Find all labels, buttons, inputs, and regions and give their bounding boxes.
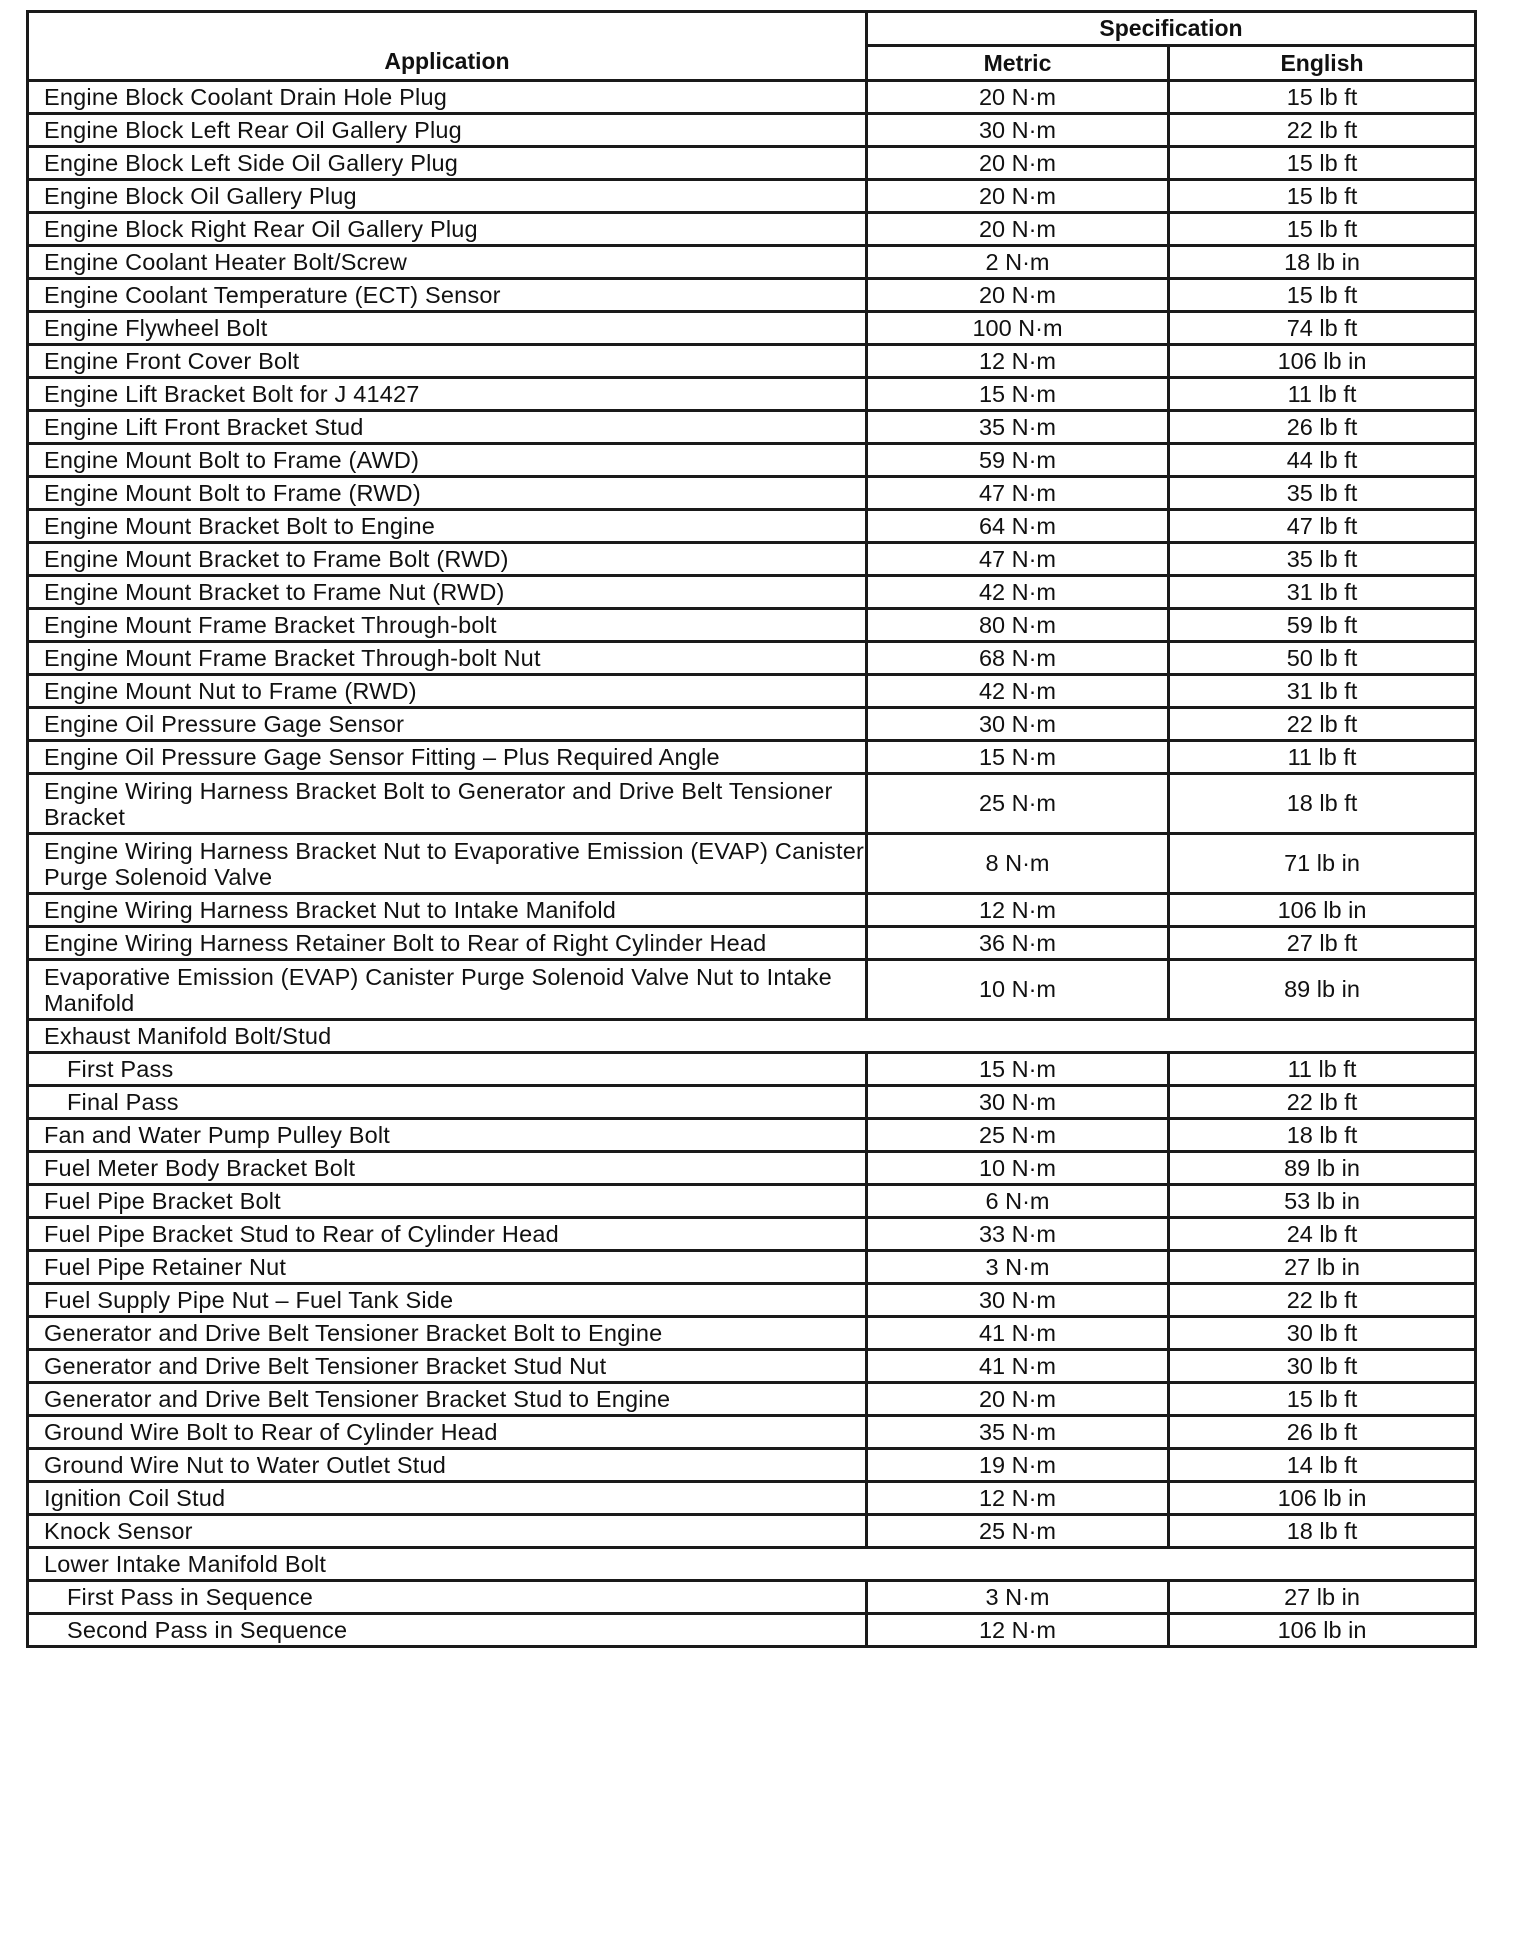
metric-cell: 30 N·m	[867, 1284, 1169, 1317]
application-cell: Engine Wiring Harness Bracket Bolt to Generator and Drive Belt Tensioner Bracket	[28, 774, 867, 834]
application-cell: Engine Wiring Harness Retainer Bolt to Rear of Right Cylinder Head	[28, 927, 867, 960]
english-cell: 14 lb ft	[1169, 1449, 1476, 1482]
table-row	[28, 1284, 1476, 1317]
metric-cell: 20 N·m	[867, 1383, 1169, 1416]
table-row	[28, 1119, 1476, 1152]
metric-cell: 47 N·m	[867, 543, 1169, 576]
application-cell: Generator and Drive Belt Tensioner Bracket Stud to Engine	[28, 1383, 867, 1416]
english-cell: 53 lb in	[1169, 1185, 1476, 1218]
table-row	[28, 378, 1476, 411]
table-row	[28, 774, 1476, 834]
application-cell: Engine Coolant Temperature (ECT) Sensor	[28, 279, 867, 312]
english-cell: 71 lb in	[1169, 834, 1476, 894]
header-row-1	[28, 12, 1476, 46]
english-cell: 27 lb ft	[1169, 927, 1476, 960]
table-row	[28, 1251, 1476, 1284]
metric-cell: 20 N·m	[867, 213, 1169, 246]
application-cell: Engine Mount Bracket Bolt to Engine	[28, 510, 867, 543]
table-row	[28, 345, 1476, 378]
application-cell: Fuel Meter Body Bracket Bolt	[28, 1152, 867, 1185]
table-row	[28, 1416, 1476, 1449]
table-row	[28, 1152, 1476, 1185]
application-cell: Generator and Drive Belt Tensioner Bracket Stud Nut	[28, 1350, 867, 1383]
english-cell: 15 lb ft	[1169, 213, 1476, 246]
metric-cell: 3 N·m	[867, 1251, 1169, 1284]
table-row	[28, 708, 1476, 741]
metric-cell: 36 N·m	[867, 927, 1169, 960]
application-cell: Evaporative Emission (EVAP) Canister Purge Solenoid Valve Nut to Intake Manifold	[28, 960, 867, 1020]
metric-cell: 25 N·m	[867, 774, 1169, 834]
application-cell: Fuel Pipe Bracket Stud to Rear of Cylinder Head	[28, 1218, 867, 1251]
english-cell: 35 lb ft	[1169, 477, 1476, 510]
english-cell: 18 lb ft	[1169, 1119, 1476, 1152]
english-cell: 24 lb ft	[1169, 1218, 1476, 1251]
metric-cell: 80 N·m	[867, 609, 1169, 642]
english-cell: 15 lb ft	[1169, 279, 1476, 312]
application-cell: Engine Block Left Rear Oil Gallery Plug	[28, 114, 867, 147]
english-cell: 89 lb in	[1169, 960, 1476, 1020]
application-cell: Engine Wiring Harness Bracket Nut to Evaporative Emission (EVAP) Canister Purge Solenoid Valve	[28, 834, 867, 894]
application-cell: Engine Block Coolant Drain Hole Plug	[28, 81, 867, 114]
header-specification: Specification	[867, 12, 1476, 46]
group-row	[28, 1020, 1476, 1053]
torque-spec-table	[26, 10, 1477, 1648]
metric-cell: 12 N·m	[867, 1482, 1169, 1515]
header-english: English	[1169, 46, 1476, 81]
application-cell: Engine Mount Nut to Frame (RWD)	[28, 675, 867, 708]
english-cell: 27 lb in	[1169, 1581, 1476, 1614]
group-label: Lower Intake Manifold Bolt	[28, 1548, 1476, 1581]
table-row	[28, 1218, 1476, 1251]
application-cell: Engine Oil Pressure Gage Sensor	[28, 708, 867, 741]
application-cell: Fuel Pipe Retainer Nut	[28, 1251, 867, 1284]
table-row	[28, 114, 1476, 147]
metric-cell: 41 N·m	[867, 1317, 1169, 1350]
application-cell: Engine Mount Frame Bracket Through-bolt	[28, 609, 867, 642]
metric-cell: 8 N·m	[867, 834, 1169, 894]
application-cell: First Pass	[28, 1053, 867, 1086]
table-row	[28, 894, 1476, 927]
table-row	[28, 1614, 1476, 1647]
english-cell: 106 lb in	[1169, 345, 1476, 378]
group-row	[28, 1548, 1476, 1581]
application-cell: Fuel Pipe Bracket Bolt	[28, 1185, 867, 1218]
metric-cell: 47 N·m	[867, 477, 1169, 510]
metric-cell: 10 N·m	[867, 1152, 1169, 1185]
metric-cell: 42 N·m	[867, 675, 1169, 708]
application-cell: Engine Block Right Rear Oil Gallery Plug	[28, 213, 867, 246]
english-cell: 15 lb ft	[1169, 1383, 1476, 1416]
application-cell: Engine Mount Bolt to Frame (AWD)	[28, 444, 867, 477]
metric-cell: 41 N·m	[867, 1350, 1169, 1383]
english-cell: 18 lb ft	[1169, 1515, 1476, 1548]
header-application: Application	[28, 12, 867, 81]
metric-cell: 30 N·m	[867, 708, 1169, 741]
metric-cell: 15 N·m	[867, 741, 1169, 774]
application-cell: Second Pass in Sequence	[28, 1614, 867, 1647]
application-cell: Engine Oil Pressure Gage Sensor Fitting – Plus Required Angle	[28, 741, 867, 774]
table-row	[28, 576, 1476, 609]
table-row	[28, 81, 1476, 114]
metric-cell: 33 N·m	[867, 1218, 1169, 1251]
english-cell: 50 lb ft	[1169, 642, 1476, 675]
metric-cell: 6 N·m	[867, 1185, 1169, 1218]
english-cell: 31 lb ft	[1169, 675, 1476, 708]
table-row	[28, 609, 1476, 642]
metric-cell: 30 N·m	[867, 1086, 1169, 1119]
application-cell: Engine Mount Bracket to Frame Nut (RWD)	[28, 576, 867, 609]
table-row	[28, 213, 1476, 246]
table-row	[28, 1053, 1476, 1086]
table-row	[28, 1383, 1476, 1416]
english-cell: 89 lb in	[1169, 1152, 1476, 1185]
metric-cell: 100 N·m	[867, 312, 1169, 345]
table-row	[28, 543, 1476, 576]
application-cell: Engine Coolant Heater Bolt/Screw	[28, 246, 867, 279]
english-cell: 74 lb ft	[1169, 312, 1476, 345]
table-row	[28, 246, 1476, 279]
table-row	[28, 147, 1476, 180]
english-cell: 22 lb ft	[1169, 1086, 1476, 1119]
table-row	[28, 1086, 1476, 1119]
table-row	[28, 1449, 1476, 1482]
table-row	[28, 927, 1476, 960]
metric-cell: 10 N·m	[867, 960, 1169, 1020]
table-row	[28, 1515, 1476, 1548]
metric-cell: 15 N·m	[867, 378, 1169, 411]
application-cell: Engine Mount Frame Bracket Through-bolt Nut	[28, 642, 867, 675]
application-cell: Fan and Water Pump Pulley Bolt	[28, 1119, 867, 1152]
metric-cell: 42 N·m	[867, 576, 1169, 609]
table-body	[28, 81, 1476, 1647]
table-row	[28, 1185, 1476, 1218]
table-row	[28, 312, 1476, 345]
table-row	[28, 1581, 1476, 1614]
english-cell: 11 lb ft	[1169, 741, 1476, 774]
metric-cell: 59 N·m	[867, 444, 1169, 477]
application-cell: Ground Wire Bolt to Rear of Cylinder Head	[28, 1416, 867, 1449]
application-cell: Final Pass	[28, 1086, 867, 1119]
header-metric: Metric	[867, 46, 1169, 81]
metric-cell: 12 N·m	[867, 345, 1169, 378]
table-row	[28, 834, 1476, 894]
english-cell: 18 lb ft	[1169, 774, 1476, 834]
metric-cell: 3 N·m	[867, 1581, 1169, 1614]
english-cell: 26 lb ft	[1169, 411, 1476, 444]
table-row	[28, 741, 1476, 774]
english-cell: 30 lb ft	[1169, 1317, 1476, 1350]
application-cell: Ignition Coil Stud	[28, 1482, 867, 1515]
table-row	[28, 279, 1476, 312]
metric-cell: 12 N·m	[867, 1614, 1169, 1647]
english-cell: 15 lb ft	[1169, 180, 1476, 213]
table-row	[28, 477, 1476, 510]
english-cell: 30 lb ft	[1169, 1350, 1476, 1383]
group-label: Exhaust Manifold Bolt/Stud	[28, 1020, 1476, 1053]
metric-cell: 12 N·m	[867, 894, 1169, 927]
table-row	[28, 675, 1476, 708]
english-cell: 18 lb in	[1169, 246, 1476, 279]
english-cell: 22 lb ft	[1169, 114, 1476, 147]
metric-cell: 35 N·m	[867, 1416, 1169, 1449]
english-cell: 22 lb ft	[1169, 708, 1476, 741]
english-cell: 22 lb ft	[1169, 1284, 1476, 1317]
metric-cell: 15 N·m	[867, 1053, 1169, 1086]
application-cell: Knock Sensor	[28, 1515, 867, 1548]
metric-cell: 2 N·m	[867, 246, 1169, 279]
application-cell: Engine Block Left Side Oil Gallery Plug	[28, 147, 867, 180]
english-cell: 11 lb ft	[1169, 378, 1476, 411]
english-cell: 59 lb ft	[1169, 609, 1476, 642]
application-cell: Engine Mount Bracket to Frame Bolt (RWD)	[28, 543, 867, 576]
table-row	[28, 444, 1476, 477]
metric-cell: 20 N·m	[867, 279, 1169, 312]
application-cell: Engine Flywheel Bolt	[28, 312, 867, 345]
metric-cell: 30 N·m	[867, 114, 1169, 147]
english-cell: 15 lb ft	[1169, 147, 1476, 180]
application-cell: Engine Block Oil Gallery Plug	[28, 180, 867, 213]
table-row	[28, 1482, 1476, 1515]
application-cell: First Pass in Sequence	[28, 1581, 867, 1614]
application-cell: Fuel Supply Pipe Nut – Fuel Tank Side	[28, 1284, 867, 1317]
metric-cell: 20 N·m	[867, 147, 1169, 180]
english-cell: 35 lb ft	[1169, 543, 1476, 576]
metric-cell: 20 N·m	[867, 180, 1169, 213]
application-cell: Ground Wire Nut to Water Outlet Stud	[28, 1449, 867, 1482]
metric-cell: 20 N·m	[867, 81, 1169, 114]
metric-cell: 68 N·m	[867, 642, 1169, 675]
application-cell: Engine Lift Bracket Bolt for J 41427	[28, 378, 867, 411]
application-cell: Engine Front Cover Bolt	[28, 345, 867, 378]
english-cell: 11 lb ft	[1169, 1053, 1476, 1086]
table-row	[28, 180, 1476, 213]
english-cell: 26 lb ft	[1169, 1416, 1476, 1449]
table-row	[28, 1317, 1476, 1350]
metric-cell: 19 N·m	[867, 1449, 1169, 1482]
english-cell: 15 lb ft	[1169, 81, 1476, 114]
table-row	[28, 642, 1476, 675]
metric-cell: 64 N·m	[867, 510, 1169, 543]
table-row	[28, 411, 1476, 444]
english-cell: 31 lb ft	[1169, 576, 1476, 609]
english-cell: 27 lb in	[1169, 1251, 1476, 1284]
application-cell: Engine Mount Bolt to Frame (RWD)	[28, 477, 867, 510]
metric-cell: 35 N·m	[867, 411, 1169, 444]
english-cell: 106 lb in	[1169, 894, 1476, 927]
application-cell: Engine Wiring Harness Bracket Nut to Intake Manifold	[28, 894, 867, 927]
english-cell: 106 lb in	[1169, 1614, 1476, 1647]
table-row	[28, 960, 1476, 1020]
application-cell: Engine Lift Front Bracket Stud	[28, 411, 867, 444]
english-cell: 44 lb ft	[1169, 444, 1476, 477]
english-cell: 47 lb ft	[1169, 510, 1476, 543]
metric-cell: 25 N·m	[867, 1515, 1169, 1548]
table-row	[28, 510, 1476, 543]
english-cell: 106 lb in	[1169, 1482, 1476, 1515]
metric-cell: 25 N·m	[867, 1119, 1169, 1152]
application-cell: Generator and Drive Belt Tensioner Bracket Bolt to Engine	[28, 1317, 867, 1350]
table-row	[28, 1350, 1476, 1383]
